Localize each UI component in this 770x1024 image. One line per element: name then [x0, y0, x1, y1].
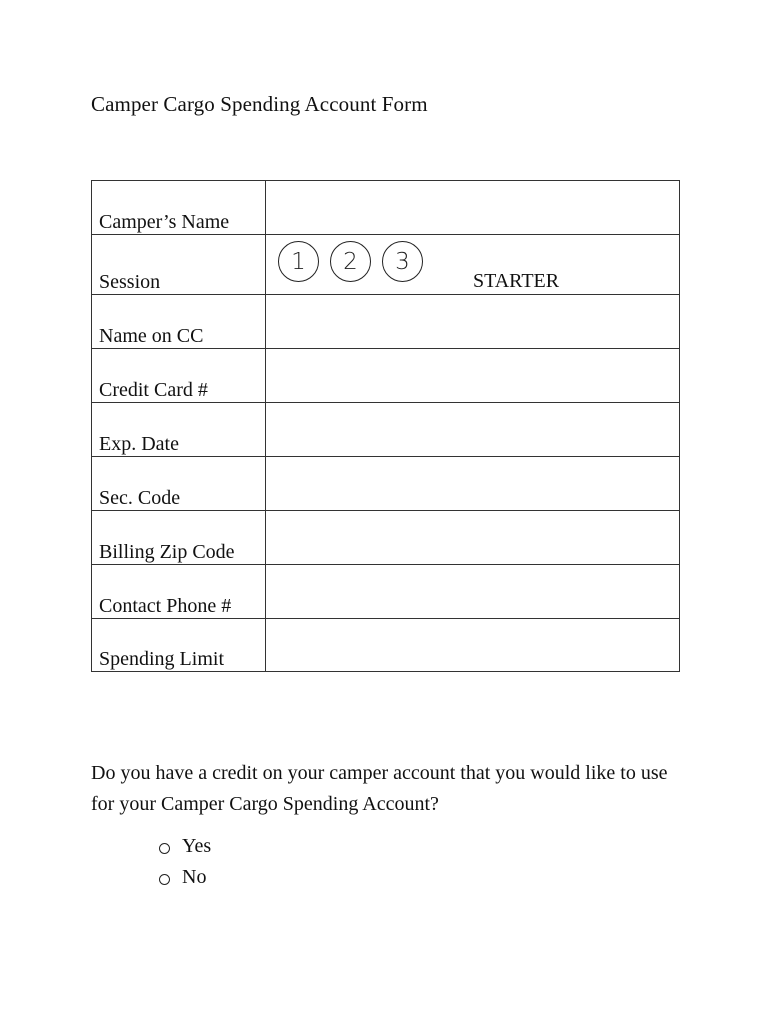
field-label: Spending Limit	[92, 619, 266, 672]
session-field	[266, 235, 680, 295]
field-label: Credit Card #	[92, 349, 266, 403]
session-option-3[interactable]: 3	[382, 241, 423, 282]
spending-limit-field[interactable]	[266, 619, 680, 672]
field-label: Billing Zip Code	[92, 511, 266, 565]
option-label: No	[182, 866, 207, 888]
form-row-spending-limit	[92, 619, 680, 672]
account-form-table	[91, 180, 680, 672]
field-label: Sec. Code	[92, 457, 266, 511]
form-row-billing-zip	[92, 511, 680, 565]
option-no[interactable]	[159, 862, 211, 893]
form-title: Camper Cargo Spending Account Form	[91, 92, 428, 116]
option-yes[interactable]	[159, 831, 211, 862]
session-option-2[interactable]: 2	[330, 241, 371, 282]
billing-zip-field[interactable]	[266, 511, 680, 565]
contact-phone-field[interactable]	[266, 565, 680, 619]
credit-card-field[interactable]	[266, 349, 680, 403]
radio-circle-icon[interactable]	[159, 874, 170, 885]
option-label: Yes	[182, 835, 212, 857]
form-row-exp-date	[92, 403, 680, 457]
field-label: Exp. Date	[92, 403, 266, 457]
form-row-session	[92, 235, 680, 295]
session-option-1[interactable]: 1	[278, 241, 319, 282]
exp-date-field[interactable]	[266, 403, 680, 457]
sec-code-field[interactable]	[266, 457, 680, 511]
credit-question: Do you have a credit on your camper account that you would like to use for your Camper Cargo Spending Account?	[91, 762, 668, 815]
form-row-campers-name	[92, 181, 680, 235]
session-starter-label: STARTER	[473, 270, 560, 292]
form-row-sec-code	[92, 457, 680, 511]
session-options	[278, 241, 423, 282]
field-label: Contact Phone #	[92, 565, 266, 619]
field-label: Camper’s Name	[92, 181, 266, 235]
form-row-contact-phone	[92, 565, 680, 619]
form-row-credit-card	[92, 349, 680, 403]
campers-name-field[interactable]	[266, 181, 680, 235]
field-label: Session	[92, 235, 266, 295]
radio-circle-icon[interactable]	[159, 843, 170, 854]
field-label: Name on CC	[92, 295, 266, 349]
form-row-name-on-cc	[92, 295, 680, 349]
name-on-cc-field[interactable]	[266, 295, 680, 349]
credit-options	[159, 831, 211, 893]
